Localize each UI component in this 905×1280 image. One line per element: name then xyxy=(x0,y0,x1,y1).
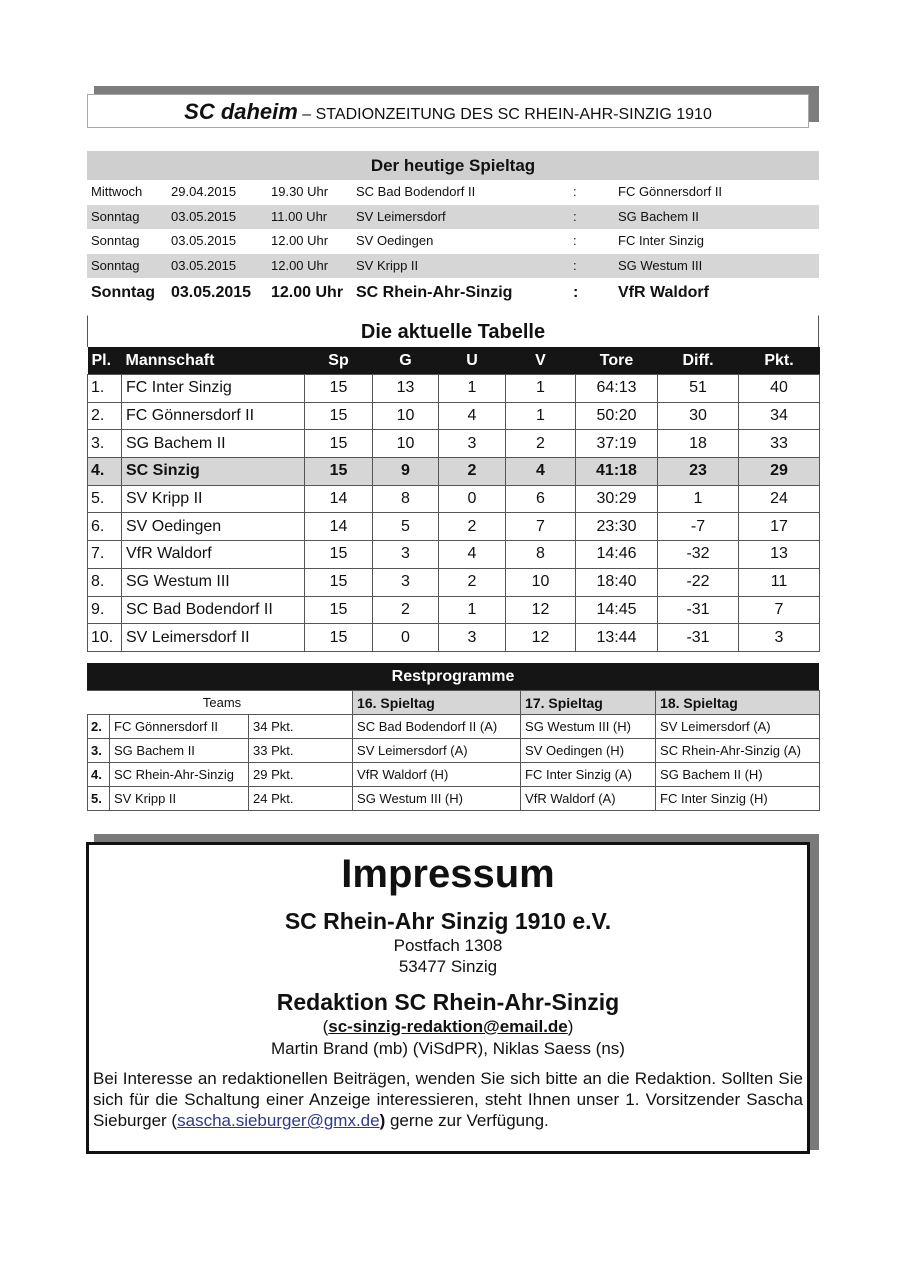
match-home: SC Bad Bodendorf II xyxy=(356,184,476,199)
table-cell: 34 xyxy=(739,402,820,430)
match-home: SV Leimersdorf xyxy=(356,208,446,224)
table-cell: 15 xyxy=(305,568,373,596)
table-cell: 30 xyxy=(658,402,739,430)
table-cell: -31 xyxy=(658,596,739,624)
match-time: 11.00 Uhr xyxy=(271,208,328,224)
fixture-cell: VfR Waldorf (H) xyxy=(353,763,521,787)
table-cell: 14:45 xyxy=(576,596,658,624)
table-cell: 15 xyxy=(305,596,373,624)
table-cell: 10 xyxy=(373,402,439,430)
table-cell: -22 xyxy=(658,568,739,596)
table-cell: 10 xyxy=(373,430,439,458)
table-cell: 15 xyxy=(305,624,373,652)
fixture-cell: 34 Pkt. xyxy=(249,715,353,739)
table-cell: 41:18 xyxy=(576,458,658,486)
table-cell: 9 xyxy=(373,458,439,486)
table-cell: 37:19 xyxy=(576,430,658,458)
todays-matches-section xyxy=(87,151,819,307)
match-date: 29.04.2015 xyxy=(171,184,237,199)
redaktion-email-link[interactable]: sc-sinzig-redaktion@email.de xyxy=(328,1017,568,1036)
table-cell: 1 xyxy=(658,485,739,513)
table-cell: 8. xyxy=(88,568,122,596)
table-cell: 15 xyxy=(305,458,373,486)
table-cell: 2 xyxy=(373,596,439,624)
fixture-cell: SV Oedingen (H) xyxy=(521,739,656,763)
table-cell: SG Westum III xyxy=(122,568,305,596)
fixture-cell: SG Bachem II xyxy=(110,739,249,763)
match-sep: : xyxy=(573,257,577,273)
table-cell: 11 xyxy=(739,568,820,596)
fixture-row xyxy=(88,787,820,811)
match-day: Sonntag xyxy=(91,233,140,248)
fixture-cell: SV Leimersdorf (A) xyxy=(353,739,521,763)
column-header: Mannschaft xyxy=(122,347,305,375)
fixture-row xyxy=(88,739,820,763)
match-time: 19.30 Uhr xyxy=(271,184,329,199)
table-cell: SC Sinzig xyxy=(122,458,305,486)
column-header: Pl. xyxy=(88,347,122,375)
header-subtitle: – STADIONZEITUNG DES SC RHEIN-AHR-SINZIG 1910 xyxy=(297,106,712,123)
brand-title: SC daheim xyxy=(184,99,298,124)
table-cell: 5 xyxy=(373,513,439,541)
table-cell: 14:46 xyxy=(576,541,658,569)
match-date: 03.05.2015 xyxy=(171,208,237,224)
table-cell: 40 xyxy=(739,375,820,403)
match-day: Sonntag xyxy=(91,208,140,224)
column-header: Tore xyxy=(576,347,658,375)
match-sep: : xyxy=(573,208,577,224)
table-cell: SC Bad Bodendorf II xyxy=(122,596,305,624)
table-cell: -32 xyxy=(658,541,739,569)
fixture-cell: SG Westum III (H) xyxy=(521,715,656,739)
table-cell: 23 xyxy=(658,458,739,486)
match-away: FC Inter Sinzig xyxy=(618,233,704,248)
table-cell: 3 xyxy=(439,624,506,652)
table-cell: 8 xyxy=(506,541,576,569)
table-row xyxy=(88,375,820,403)
table-cell: 1. xyxy=(88,375,122,403)
league-table xyxy=(87,347,820,652)
match-row xyxy=(87,229,819,254)
fixture-cell: 4. xyxy=(88,763,110,787)
table-row xyxy=(88,624,820,652)
remaining-fixtures-section xyxy=(87,663,819,811)
spieltag-header: 18. Spieltag xyxy=(656,691,820,715)
fixture-cell: 33 Pkt. xyxy=(249,739,353,763)
fixture-cell: FC Inter Sinzig (A) xyxy=(521,763,656,787)
match-time: 12.00 Uhr xyxy=(271,257,329,273)
column-header: Pkt. xyxy=(739,347,820,375)
table-cell: 15 xyxy=(305,430,373,458)
match-home: SC Rhein-Ahr-Sinzig xyxy=(356,284,513,301)
match-row xyxy=(87,180,819,205)
column-header: G xyxy=(373,347,439,375)
table-cell: 3 xyxy=(439,430,506,458)
table-cell: 10 xyxy=(506,568,576,596)
table-cell: 4 xyxy=(439,402,506,430)
paragraph-text: Bei Interesse an redaktionellen Beiträgen, wenden Sie sich bitte an die Redaktion. Sollten Sie sich für die Schaltung einer Anzeige interessieren, steht Ihnen unser 1. Vorsitzender Sascha Sieburger ( xyxy=(93,1069,803,1130)
match-date: 03.05.2015 xyxy=(171,284,252,301)
table-cell: 50:20 xyxy=(576,402,658,430)
redaktion-title: Redaktion SC Rhein-Ahr-Sinzig xyxy=(276,989,620,1015)
table-cell: 1 xyxy=(439,375,506,403)
table-cell: 13 xyxy=(373,375,439,403)
table-cell: 9. xyxy=(88,596,122,624)
table-cell: 14 xyxy=(305,513,373,541)
match-away: FC Gönnersdorf II xyxy=(618,184,723,199)
match-sep: : xyxy=(573,233,577,248)
table-cell: 12 xyxy=(506,624,576,652)
club-name: SC Rhein-Ahr Sinzig 1910 e.V. xyxy=(284,908,612,934)
fixture-row xyxy=(88,715,820,739)
fixture-cell: SC Bad Bodendorf II (A) xyxy=(353,715,521,739)
fixture-row xyxy=(88,763,820,787)
match-time: 12.00 Uhr xyxy=(271,233,329,248)
table-cell: 4 xyxy=(506,458,576,486)
table-cell: 7 xyxy=(739,596,820,624)
fixture-cell: SC Rhein-Ahr-Sinzig xyxy=(110,763,249,787)
fixture-cell: SC Rhein-Ahr-Sinzig (A) xyxy=(656,739,820,763)
table-cell: 2 xyxy=(506,430,576,458)
table-row xyxy=(88,430,820,458)
table-cell: 29 xyxy=(739,458,820,486)
match-time: 12.00 Uhr xyxy=(271,284,344,301)
impressum-box xyxy=(86,842,810,1154)
table-cell: 13 xyxy=(739,541,820,569)
match-day: Sonntag xyxy=(91,257,140,273)
match-day: Mittwoch xyxy=(91,184,143,199)
section-title: Die aktuelle Tabelle xyxy=(87,315,819,347)
match-home: SV Kripp II xyxy=(356,257,419,273)
editors: Martin Brand (mb) (ViSdPR), Niklas Saess (ns) xyxy=(271,1039,625,1058)
table-cell: 15 xyxy=(305,541,373,569)
table-cell: SV Oedingen xyxy=(122,513,305,541)
table-cell: 1 xyxy=(506,375,576,403)
table-cell: SV Kripp II xyxy=(122,485,305,513)
remaining-fixtures-table xyxy=(87,690,820,811)
match-sep: : xyxy=(573,184,577,199)
table-cell: 4. xyxy=(88,458,122,486)
table-cell: 15 xyxy=(305,402,373,430)
table-cell: FC Gönnersdorf II xyxy=(122,402,305,430)
spieltag-header: 16. Spieltag xyxy=(353,691,521,715)
table-cell: 2 xyxy=(439,568,506,596)
fixture-cell: 29 Pkt. xyxy=(249,763,353,787)
table-row xyxy=(88,568,820,596)
table-row xyxy=(88,402,820,430)
city: 53477 Sinzig xyxy=(398,957,498,976)
teams-header: Teams xyxy=(88,691,353,715)
section-title: Restprogramme xyxy=(87,663,819,690)
fixture-cell: VfR Waldorf (A) xyxy=(521,787,656,811)
section-title: Der heutige Spieltag xyxy=(87,151,819,180)
table-cell: VfR Waldorf xyxy=(122,541,305,569)
fixture-cell: 5. xyxy=(88,787,110,811)
table-cell: 2 xyxy=(439,458,506,486)
table-cell: SG Bachem II xyxy=(122,430,305,458)
fixture-cell: 2. xyxy=(88,715,110,739)
table-cell: 12 xyxy=(506,596,576,624)
table-cell: 33 xyxy=(739,430,820,458)
postfach: Postfach 1308 xyxy=(393,936,503,955)
impressum-title: Impressum xyxy=(341,852,555,896)
table-cell: 0 xyxy=(439,485,506,513)
fixture-cell: FC Gönnersdorf II xyxy=(110,715,249,739)
table-cell: 5. xyxy=(88,485,122,513)
match-date: 03.05.2015 xyxy=(171,257,237,273)
table-row xyxy=(88,541,820,569)
table-cell: 15 xyxy=(305,375,373,403)
table-cell: 6. xyxy=(88,513,122,541)
match-day: Sonntag xyxy=(91,284,155,301)
table-cell: 18:40 xyxy=(576,568,658,596)
table-cell: 18 xyxy=(658,430,739,458)
chairman-email-link[interactable]: sascha.sieburger@gmx.de xyxy=(177,1111,380,1130)
column-header: Sp xyxy=(305,347,373,375)
match-away: VfR Waldorf xyxy=(618,284,709,301)
match-home: SV Oedingen xyxy=(356,233,434,248)
table-cell: -31 xyxy=(658,624,739,652)
table-cell: SV Leimersdorf II xyxy=(122,624,305,652)
column-header: U xyxy=(439,347,506,375)
match-date: 03.05.2015 xyxy=(171,233,237,248)
fixture-cell: SG Westum III (H) xyxy=(353,787,521,811)
table-row xyxy=(88,513,820,541)
league-table-section xyxy=(87,315,819,652)
table-cell: 2. xyxy=(88,402,122,430)
table-cell: 7. xyxy=(88,541,122,569)
match-row xyxy=(87,205,819,230)
redaktion-email-line: (sc-sinzig-redaktion@email.de) xyxy=(322,1017,574,1036)
fixture-cell: SG Bachem II (H) xyxy=(656,763,820,787)
table-cell: 10. xyxy=(88,624,122,652)
table-cell: 3. xyxy=(88,430,122,458)
match-row xyxy=(87,254,819,279)
table-cell: 3 xyxy=(373,541,439,569)
table-cell: 4 xyxy=(439,541,506,569)
table-row xyxy=(88,458,820,486)
paragraph-text-end: gerne zur Verfügung. xyxy=(385,1111,549,1130)
newspaper-header xyxy=(87,94,809,128)
fixture-cell: SV Leimersdorf (A) xyxy=(656,715,820,739)
table-cell: 3 xyxy=(373,568,439,596)
table-cell: 23:30 xyxy=(576,513,658,541)
match-row xyxy=(87,278,819,307)
contact-paragraph xyxy=(89,1059,807,1131)
fixture-cell: 3. xyxy=(88,739,110,763)
table-cell: 0 xyxy=(373,624,439,652)
table-cell: 1 xyxy=(439,596,506,624)
match-away: SG Bachem II xyxy=(618,208,699,224)
fixture-cell: 24 Pkt. xyxy=(249,787,353,811)
closing-paren: ) xyxy=(379,1111,386,1130)
fixture-cell: FC Inter Sinzig (H) xyxy=(656,787,820,811)
table-cell: 14 xyxy=(305,485,373,513)
table-cell: 64:13 xyxy=(576,375,658,403)
table-cell: 30:29 xyxy=(576,485,658,513)
table-cell: 6 xyxy=(506,485,576,513)
column-header: V xyxy=(506,347,576,375)
table-cell: 2 xyxy=(439,513,506,541)
spieltag-header: 17. Spieltag xyxy=(521,691,656,715)
table-cell: 1 xyxy=(506,402,576,430)
column-header: Diff. xyxy=(658,347,739,375)
table-cell: 24 xyxy=(739,485,820,513)
table-cell: 17 xyxy=(739,513,820,541)
match-away: SG Westum III xyxy=(618,257,703,273)
table-cell: -7 xyxy=(658,513,739,541)
table-cell: 3 xyxy=(739,624,820,652)
table-cell: 51 xyxy=(658,375,739,403)
table-row xyxy=(88,596,820,624)
table-cell: FC Inter Sinzig xyxy=(122,375,305,403)
table-cell: 13:44 xyxy=(576,624,658,652)
match-sep: : xyxy=(573,284,579,301)
table-row xyxy=(88,485,820,513)
table-cell: 8 xyxy=(373,485,439,513)
table-cell: 7 xyxy=(506,513,576,541)
fixture-cell: SV Kripp II xyxy=(110,787,249,811)
